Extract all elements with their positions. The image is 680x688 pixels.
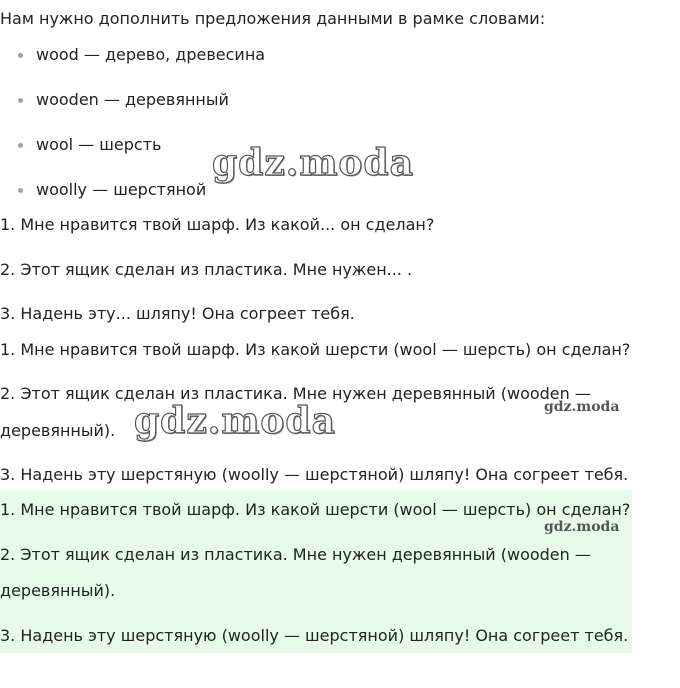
word-item: wooden — деревянный [36, 90, 229, 109]
intro-text: Нам нужно дополнить предложения данными в рамке словами: [0, 9, 546, 28]
watermark-logo-small: gdz.moda [544, 399, 620, 415]
word-item: woolly — шерстяной [36, 180, 207, 199]
task-sentence: 1. Мне нравится твой шарф. Из какой... он сделан? [0, 215, 435, 234]
bullet-dot-icon [18, 188, 23, 193]
bullet-dot-icon [18, 53, 23, 58]
answer-sentence-continuation: деревянный). [0, 421, 116, 440]
task-sentence: 3. Надень эту... шляпу! Она согреет тебя. [0, 304, 355, 323]
answer-sentence: 1. Мне нравится твой шарф. Из какой шерсти (wool — шерсть) он сделан? [0, 340, 631, 359]
word-item: wood — дерево, древесина [36, 45, 266, 64]
final-answer-sentence-continuation: деревянный). [0, 581, 116, 600]
word-item: wool — шерсть [36, 135, 162, 154]
task-sentence: 2. Этот ящик сделан из пластика. Мне нужен... . [0, 260, 413, 279]
watermark-logo: gdz.moda [212, 142, 414, 184]
final-answer-sentence: 1. Мне нравится твой шарф. Из какой шерсти (wool — шерсть) он сделан? [0, 500, 631, 519]
watermark-logo: gdz.moda [134, 400, 336, 442]
final-answer-sentence: 2. Этот ящик сделан из пластика. Мне нужен деревянный (wooden — [0, 545, 591, 564]
bullet-dot-icon [18, 98, 23, 103]
answer-sentence: 3. Надень эту шерстяную (woolly — шерстяной) шляпу! Она согреет тебя. [0, 465, 629, 484]
answer-sentence: 2. Этот ящик сделан из пластика. Мне нужен деревянный (wooden — [0, 384, 591, 403]
bullet-dot-icon [18, 143, 23, 148]
final-answer-sentence: 3. Надень эту шерстяную (woolly — шерстяной) шляпу! Она согреет тебя. [0, 626, 629, 645]
watermark-logo-small: gdz.moda [544, 519, 620, 535]
